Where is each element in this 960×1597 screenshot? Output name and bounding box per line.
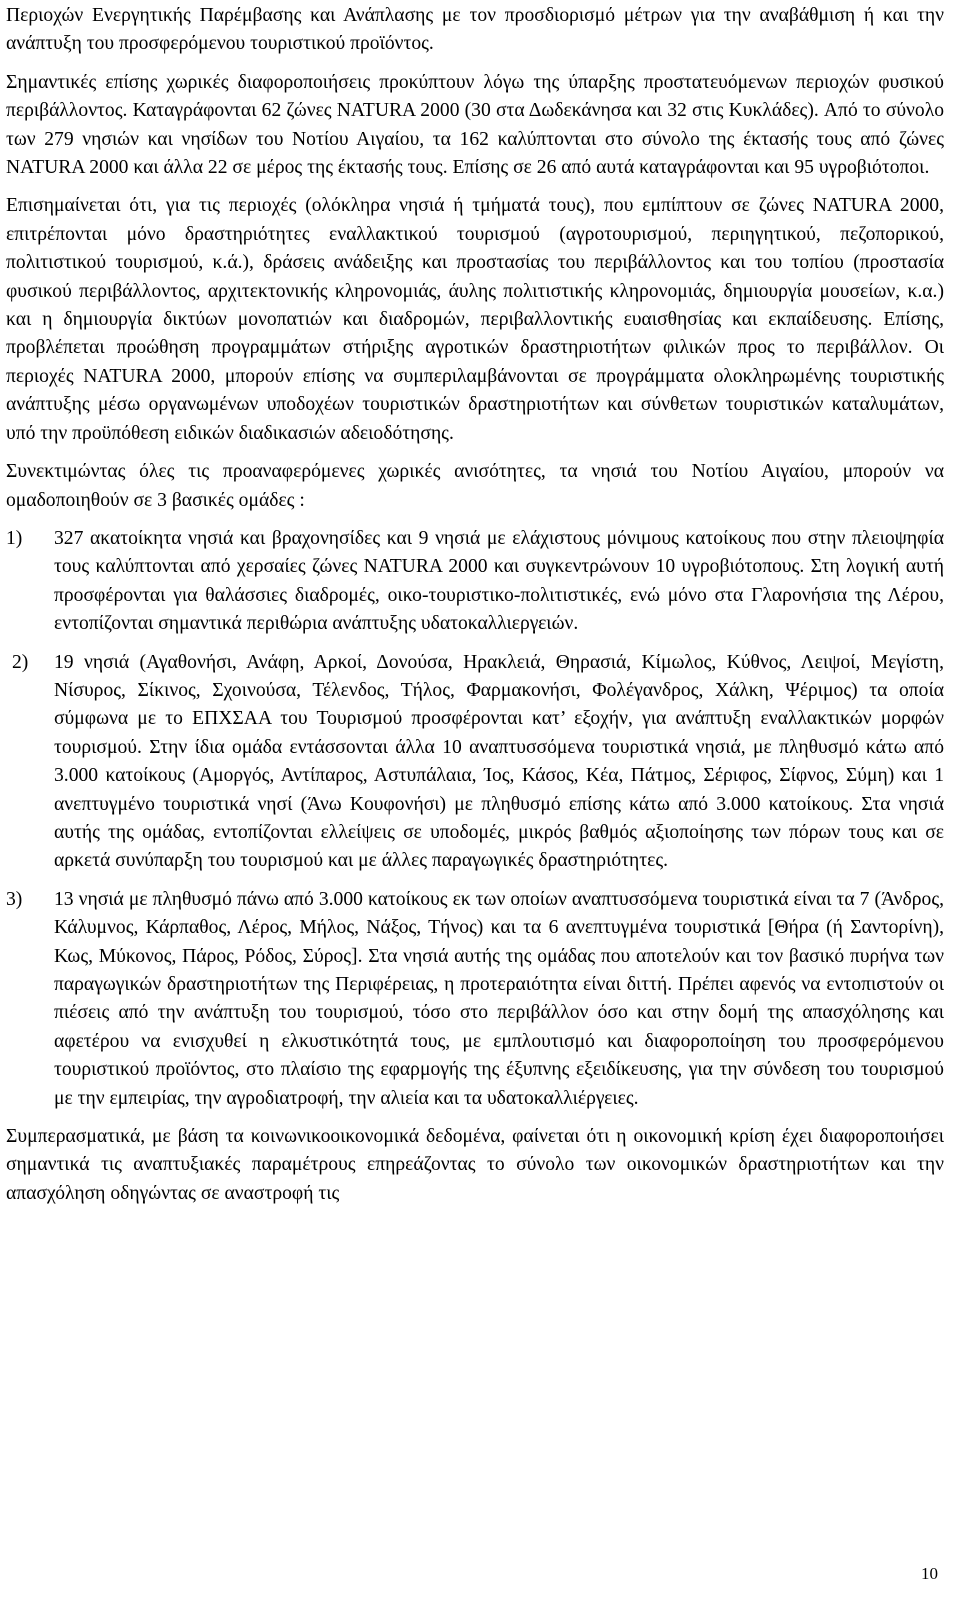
paragraph-island-groups-intro: Συνεκτιμώντας όλες τις προαναφερόμενες χωρικές ανισότητες, τα νησιά του Νοτίου Αιγαίου, μπορούν να ομαδοποιηθούν σε 3 βασικές ομάδες : [6,461,944,511]
list-item-group-1 [6,525,944,639]
paragraph-natura-zones: Σημαντικές επίσης χωρικές διαφοροποιήσεις προκύπτουν λόγω της ύπαρξης προστατευόμενων περιοχών φυσικού περιβάλλοντος. Καταγράφονται 62 ζώνες NATURA 2000 (30 στα Δωδεκάνησα και 32 στις Κυκλάδες). Από το σύνολο των 279 νησιών και νησίδων του Νοτίου Αιγαίου, τα 162 καλύπτονται στο σύνολο της έκτασής τους από ζώνες NATURA 2000 και άλλα 22 σε μέρος της έκτασής τους. Επίσης σε 26 από αυτά καταγράφονται και 95 υγροβιότοποι. [6,71,944,179]
list-item-group-3 [6,886,944,1113]
list-item-number: 3) [6,888,23,910]
list-item-number: 1) [6,527,23,549]
paragraph-intro: Περιοχών Ενεργητικής Παρέμβασης και Ανάπλασης με τον προσδιορισμό μέτρων για την αναβάθμιση ή και την ανάπτυξη του προσφερόμενου τουριστικού προϊόντος. [6,5,944,55]
list-item-text: 19 νησιά (Αγαθονήσι, Ανάφη, Αρκοί, Δονούσα, Ηρακλειά, Θηρασιά, Κίμωλος, Κύθνος, Λειψοί, Μεγίστη, Νίσυρος, Σίκινος, Σχοινούσα, Τέλενδος, Τήλος, Φαρμακονήσι, Φολέγανδρος, Χάλκη, Ψέριμος) τα οποία σύμφωνα με το ΕΠΧΣΑΑ του Τουρισμού προσφέρονται κατ’ εξοχήν, για ανάπτυξη εναλλακτικών μορφών τουρισμού. Στην ίδια ομάδα εντάσσονται άλλα 10 αναπτυσσόμενα τουριστικά νησιά, με πληθυσμό κάτω από 3.000 κατοίκους (Αμοργός, Αντίπαρος, Αστυπάλαια, Ίος, Κάσος, Κέα, Πάτμος, Σέριφος, Σίφνος, Σύμη) και 1 ανεπτυγμένο τουριστικά νησί (Άνω Κουφονήσι) με πληθυσμό επίσης κάτω από 3.000 κατοίκους. Στα νησιά αυτής της ομάδας, εντοπίζονται ελλείψεις σε υποδομές, μικρός βαθμός αξιοποίησης των πόρων τους και σε αρκετά συνύπαρξη του τουρισμού και με άλλες παραγωγικές δραστηριότητες. [54,651,944,872]
page-number: 10 [921,1564,938,1583]
paragraph-natura-activities: Επισημαίνεται ότι, για τις περιοχές (ολόκληρα νησιά ή τμήματά τους), που εμπίπτουν σε ζώνες NATURA 2000, επιτρέπονται μόνο δραστηριότητες εναλλακτικού τουρισμού (αγροτουρισμού, περιηγητικού, πεζοπορικού, πολιτιστικού τουρισμού, κ.ά.), δράσεις ανάδειξης και προστασίας του περιβάλλοντος και του τοπίου (προστασία φυσικού περιβάλλοντος, αρχιτεκτονικής κληρονομιάς, άυλης πολιτιστικής κληρονομιάς, δημιουργία μουσείων, κ.α.) και η δημιουργία δικτύων μονοπατιών και διαδρομών, περιβαλλοντικής ευαισθησίας και εκπαίδευσης. Επίσης, προβλέπεται προώθηση προγραμμάτων στήριξης αγροτικών δραστηριοτήτων φιλικών προς το περιβάλλον. Οι περιοχές NATURA 2000, μπορούν επίσης να συμπεριλαμβάνονται σε προγράμματα ολοκληρωμένης τουριστικής ανάπτυξης μέσω οργανωμένων υποδοχέων τουριστικών δραστηριοτήτων και σύνθετων τουριστικών καταλυμάτων, υπό την προϋπόθεση ειδικών διαδικασιών αδειοδότησης. [6,195,944,444]
list-item-number: 2) [12,651,29,673]
document-page [6,2,944,1218]
list-item-group-2 [6,649,944,876]
paragraph-conclusion: Συμπερασματικά, με βάση τα κοινωνικοοικονομικά δεδομένα, φαίνεται ότι η οικονομική κρίση έχει διαφοροποιήσει σημαντικά τις αναπτυξιακές παραμέτρους επηρεάζοντας το σύνολο των οικονομικών δραστηριοτήτων και την απασχόληση οδηγώντας σε αναστροφή τις [6,1126,944,1204]
list-item-text: 327 ακατοίκητα νησιά και βραχονησίδες και 9 νησιά με ελάχιστους μόνιμους κατοίκους που στην πλειοψηφία τους καλύπτονται από χερσαίες ζώνες NATURA 2000 και συγκεντρώνουν 10 υγροβιότοπους. Στη λογική αυτή προσφέρονται για θαλάσσιες διαδρομές, οικο-τουριστικο-πολιτιστικές, ενώ μόνο στα Γλαρονήσια της Λέρου, εντοπίζονται σημαντικά περιθώρια ανάπτυξης υδατοκαλλιεργειών. [54,527,944,635]
list-item-text: 13 νησιά με πληθυσμό πάνω από 3.000 κατοίκους εκ των οποίων αναπτυσσόμενα τουριστικά είναι τα 7 (Άνδρος, Κάλυμνος, Κάρπαθος, Λέρος, Μήλος, Νάξος, Τήνος) και τα 6 ανεπτυγμένα τουριστικά [Θήρα (ή Σαντορίνη), Κως, Μύκονος, Πάρος, Ρόδος, Σύρος]. Στα νησιά αυτής της ομάδας που αποτελούν και τον βασικό πυρήνα των παραγωγικών δραστηριοτήτων της Περιφέρειας, η προτεραιότητα είναι διττή. Πρέπει αφενός να εντοπιστούν οι πιέσεις από την ανάπτυξη του τουρισμού, τόσο στο περιβάλλον όσο και στην δομή της απασχόλησης και αφετέρου να ενισχυθεί η ελκυστικότητά τους, με εμπλουτισμό και διαφοροποίηση του προσφερόμενου τουριστικού προϊόντος, στο πλαίσιο της εφαρμογής της έξυπνης εξειδίκευσης, για την σύνδεση του τουρισμού με την εμπειρίας, την αγροδιατροφή, την αλιεία και τα υδατοκαλλιέργειες. [54,888,944,1109]
